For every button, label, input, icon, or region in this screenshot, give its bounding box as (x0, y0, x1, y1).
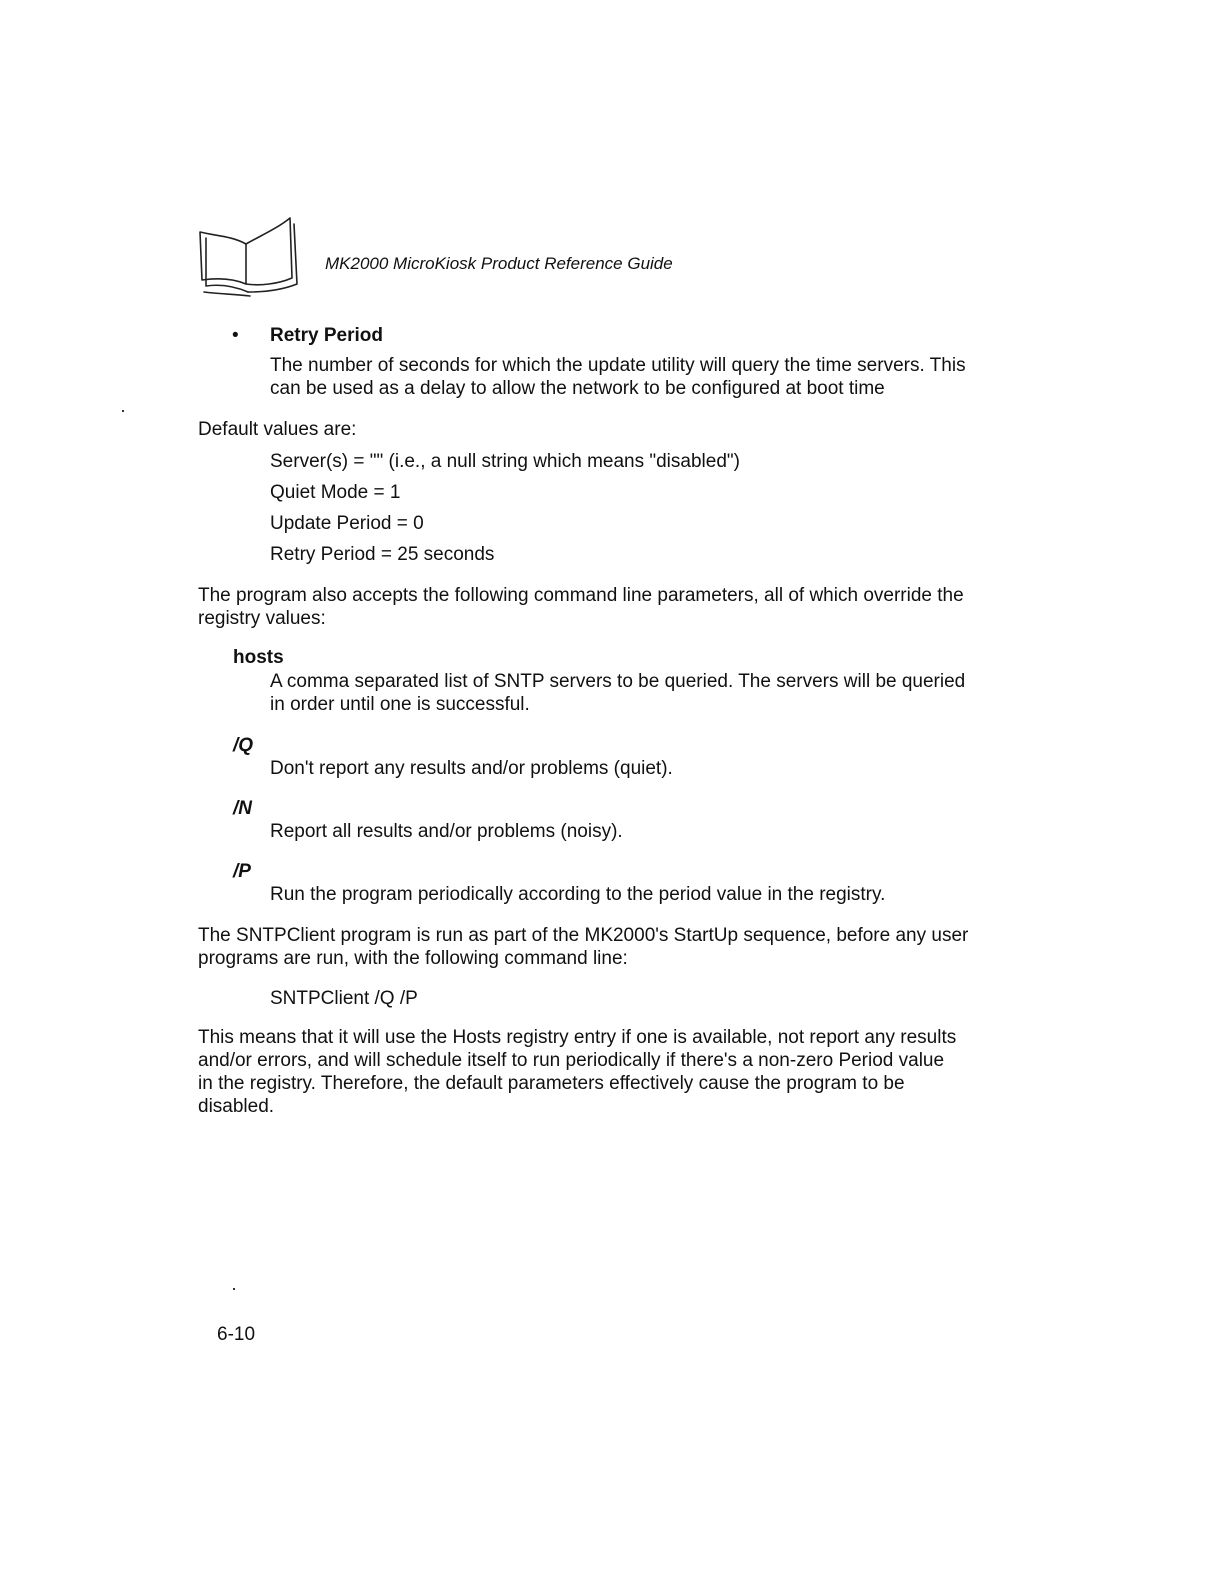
param-term: hosts (233, 647, 284, 668)
meaning-line: and/or errors, and will schedule itself to run periodically if there's a non-zero Period value (198, 1050, 945, 1071)
command-line: SNTPClient /Q /P (270, 988, 418, 1009)
retry-period-desc-line: can be used as a delay to allow the network to be configured at boot time (270, 378, 885, 399)
scan-speck (233, 1288, 235, 1290)
retry-period-term: Retry Period (270, 325, 383, 346)
bullet-marker: • (232, 325, 239, 346)
open-book-icon (194, 214, 304, 300)
meaning-line: This means that it will use the Hosts registry entry if one is available, not report any results (198, 1027, 957, 1048)
default-value-item: Retry Period = 25 seconds (270, 544, 495, 565)
retry-period-desc-line: The number of seconds for which the update utility will query the time servers. This (270, 355, 966, 376)
param-desc-line: Don't report any results and/or problems (quiet). (270, 758, 673, 779)
defaults-intro: Default values are: (198, 419, 357, 440)
param-desc-line: Report all results and/or problems (noisy). (270, 821, 623, 842)
default-value-item: Update Period = 0 (270, 513, 424, 534)
meaning-line: disabled. (198, 1096, 275, 1117)
default-value-item: Server(s) = "" (i.e., a null string which means "disabled") (270, 451, 740, 472)
param-term: /P (233, 861, 251, 882)
param-term: /N (233, 798, 252, 819)
params-intro-line: registry values: (198, 608, 326, 629)
param-desc-line: in order until one is successful. (270, 694, 530, 715)
param-term: /Q (233, 735, 254, 756)
meaning-line: in the registry. Therefore, the default parameters effectively cause the program to be (198, 1073, 905, 1094)
param-desc-line: Run the program periodically according to the period value in the registry. (270, 884, 886, 905)
params-intro-line: The program also accepts the following command line parameters, all of which override the (198, 585, 964, 606)
param-desc-line: A comma separated list of SNTP servers to be queried. The servers will be queried (270, 671, 966, 692)
scan-speck (122, 410, 124, 412)
startup-line: The SNTPClient program is run as part of the MK2000's StartUp sequence, before any user (198, 925, 969, 946)
page-number: 6-10 (217, 1324, 256, 1345)
header-title: MK2000 MicroKiosk Product Reference Guide (325, 254, 673, 273)
startup-line: programs are run, with the following command line: (198, 948, 628, 969)
default-value-item: Quiet Mode = 1 (270, 482, 401, 503)
